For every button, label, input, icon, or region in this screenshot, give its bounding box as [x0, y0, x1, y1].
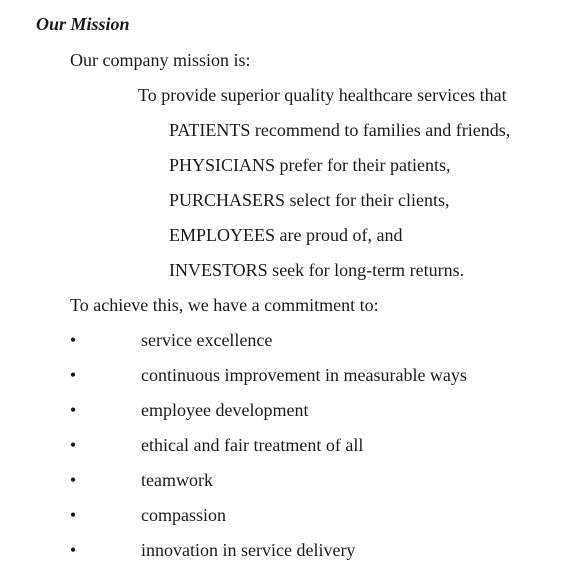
stakeholder-purchasers: PURCHASERS select for their clients,	[169, 190, 450, 210]
bullet-icon: •	[69, 540, 77, 560]
bullet-icon: •	[69, 470, 77, 490]
mission-purpose: To provide superior quality healthcare services that	[138, 85, 507, 105]
bullet-icon: •	[69, 505, 77, 525]
commitment-text: employee development	[141, 400, 309, 420]
commitment-text: service excellence	[141, 330, 273, 350]
mission-intro: Our company mission is:	[70, 50, 251, 70]
commitment-intro: To achieve this, we have a commitment to:	[70, 295, 379, 315]
bullet-icon: •	[69, 330, 77, 350]
stakeholder-employees: EMPLOYEES are proud of, and	[169, 225, 403, 245]
commitment-text: compassion	[141, 505, 226, 525]
bullet-icon: •	[69, 435, 77, 455]
commitment-text: teamwork	[141, 470, 213, 490]
commitment-text: continuous improvement in measurable ways	[141, 365, 467, 385]
bullet-icon: •	[69, 365, 77, 385]
section-heading: Our Mission	[36, 14, 130, 34]
stakeholder-investors: INVESTORS seek for long-term returns.	[169, 260, 465, 280]
commitment-text: ethical and fair treatment of all	[141, 435, 364, 455]
stakeholder-patients: PATIENTS recommend to families and friends,	[169, 120, 511, 140]
bullet-icon: •	[69, 400, 77, 420]
stakeholder-physicians: PHYSICIANS prefer for their patients,	[169, 155, 451, 175]
commitment-text: innovation in service delivery	[141, 540, 356, 560]
